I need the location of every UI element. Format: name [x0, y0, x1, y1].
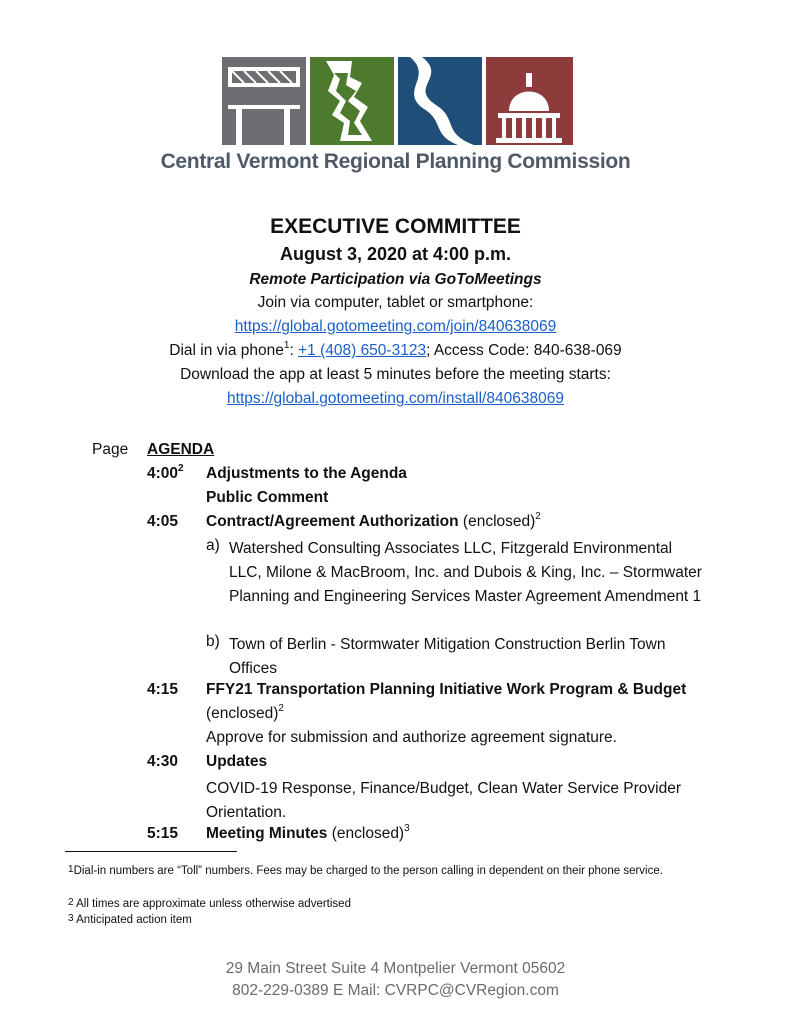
- dial-in-footnote-mark: 1: [283, 340, 290, 351]
- join-link-line: [0, 318, 791, 336]
- river-panel: [398, 57, 482, 145]
- dial-in-label: Dial in via phone: [169, 342, 284, 359]
- agenda-time: 4:15: [147, 681, 179, 698]
- agenda-item-description: COVID-19 Response, Finance/Budget, Clean Water Service Provider Orientation.: [206, 780, 681, 821]
- agenda-item: [206, 825, 410, 843]
- capitol-panel: [486, 57, 573, 145]
- agenda-item-note: (enclosed): [458, 513, 536, 530]
- join-instructions: Join via computer, tablet or smartphone:: [257, 294, 534, 311]
- sub-item-letter: a): [206, 537, 220, 554]
- agenda-item-title: Public Comment: [206, 489, 329, 506]
- dial-in-line: [0, 342, 791, 360]
- agenda-item-note: (enclosed)$^2$: [206, 703, 284, 722]
- join-link[interactable]: https://global.gotomeeting.com/join/840638069: [234, 318, 557, 335]
- agenda-item: [206, 513, 541, 531]
- install-link[interactable]: https://global.gotomeeting.com/install/840638069: [227, 390, 564, 407]
- meeting-title: EXECUTIVE COMMITTEE: [270, 215, 521, 238]
- page-column-label: Page: [92, 441, 129, 458]
- sub-item-text: Town of Berlin - Stormwater Mitigation Construction Berlin Town Offices: [229, 636, 666, 677]
- footer-address: 29 Main Street Suite 4 Montpelier Vermont 05602: [225, 960, 566, 977]
- download-instructions: Download the app at least 5 minutes before the meeting starts:: [180, 366, 611, 383]
- footnote-mark: 3: [404, 823, 410, 834]
- agenda-time: 5:15: [147, 825, 179, 842]
- agenda-item-title: Meeting Minutes: [206, 825, 328, 842]
- agenda-time: 4:05: [147, 513, 179, 530]
- footnote-divider: [65, 851, 237, 852]
- organization-name: Central Vermont Regional Planning Commission: [160, 150, 631, 173]
- dial-in-separator: :: [289, 342, 299, 359]
- bridge-panel: [222, 57, 306, 145]
- install-link-line: [0, 390, 791, 408]
- remote-participation-line: Remote Participation via GoToMeetings: [249, 271, 542, 288]
- sub-item-letter: b): [206, 633, 220, 650]
- agenda-item-title: Adjustments to the Agenda: [206, 465, 407, 482]
- agenda-item-title: Updates: [206, 753, 268, 770]
- footnote: $^2$ All times are approximate unless otherwise advertised: [68, 897, 351, 910]
- agenda-time: $4:00^2$: [147, 463, 184, 482]
- access-code: ; Access Code: 840-638-069: [426, 342, 622, 359]
- dial-in-phone-link[interactable]: +1 (408) 650-3123: [298, 342, 427, 359]
- meeting-date: August 3, 2020 at 4:00 p.m.: [279, 244, 512, 264]
- footnote-mark: 2: [535, 511, 541, 522]
- agenda-item-title: FFY21 Transportation Planning Initiative Work Program & Budget: [206, 681, 687, 698]
- footnote: $^3$ Anticipated action item: [68, 913, 192, 926]
- sub-item-text: Watershed Consulting Associates LLC, Fitzgerald Environmental LLC, Milone & MacBroom, Inc. and Dubois & King, Inc. – Stormwater Planning and Engineering Services Master Agreement Amendment 1: [229, 540, 702, 605]
- agenda-time: 4:30: [147, 753, 179, 770]
- cvrpc-logo: [222, 57, 573, 145]
- agenda-item-title: Contract/Agreement Authorization: [206, 513, 459, 530]
- footer-contact: 802-229-0389 E Mail: CVRPC@CVRegion.com: [232, 982, 559, 999]
- agenda-item-description: Approve for submission and authorize agreement signature.: [206, 729, 617, 746]
- map-panel: [310, 57, 394, 145]
- agenda-heading: AGENDA: [147, 441, 215, 458]
- footnote: $^1$Dial-in numbers are “Toll” numbers. Fees may be charged to the person calling in dependent on their phone service.: [68, 864, 663, 877]
- agenda-item-note: (enclosed): [327, 825, 405, 842]
